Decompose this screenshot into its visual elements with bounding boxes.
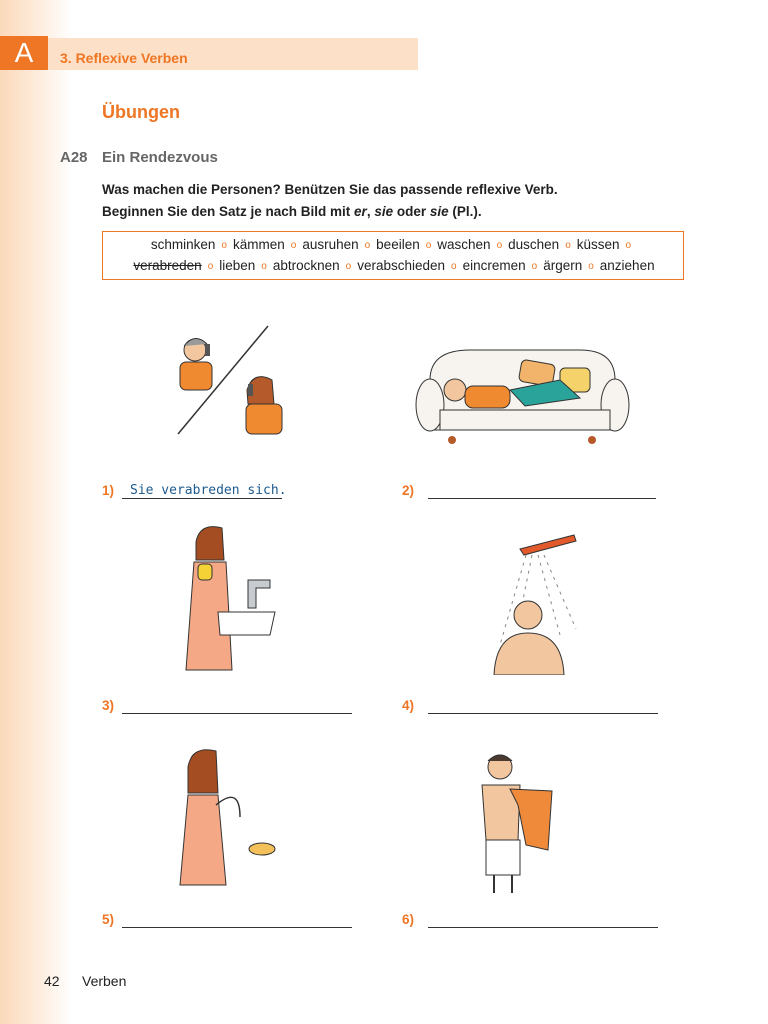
instruction-comma: ,: [366, 204, 375, 219]
item-label-5: 5): [102, 912, 115, 927]
separator-dot: o: [451, 261, 457, 272]
answer-text-1: Sie verabreden sich.: [130, 483, 287, 498]
man-drying-off-illustration: [460, 745, 585, 895]
separator-dot: o: [625, 240, 632, 251]
chapter-marker: A: [0, 36, 48, 70]
man-showering-illustration: [470, 525, 590, 675]
word-box: [102, 231, 684, 280]
answer-line-1[interactable]: [122, 498, 282, 499]
word: kämmen: [232, 237, 285, 252]
footer-section: Verben: [82, 973, 127, 989]
word-row-1: [103, 237, 685, 252]
word-row-2: [103, 258, 685, 273]
exercise-number: A28: [60, 149, 88, 166]
item-label-2: 2): [402, 483, 415, 498]
instruction-line-1: Was machen die Personen? Benützen Sie das passende reflexive Verb.: [102, 182, 558, 197]
word-used: verabreden: [133, 258, 202, 273]
separator-dot: o: [565, 240, 571, 251]
pronoun-sie-plural: sie: [429, 204, 449, 219]
pronoun-er: er: [354, 204, 367, 219]
separator-dot: o: [364, 240, 371, 251]
word: beeilen: [376, 237, 420, 252]
instruction-end: (Pl.).: [448, 204, 482, 219]
section-title: 3. Reflexive Verben: [60, 50, 188, 66]
word: lieben: [219, 258, 256, 273]
answer-line-3[interactable]: [122, 713, 352, 714]
exercise-title: Ein Rendezvous: [102, 149, 218, 166]
page-title: Übungen: [102, 102, 180, 122]
answer-line-4[interactable]: [428, 713, 658, 714]
separator-dot: o: [345, 261, 352, 272]
woman-washing-illustration: [170, 520, 285, 675]
word: ärgern: [543, 258, 583, 273]
word: eincremen: [462, 258, 526, 273]
woman-applying-cream-illustration: [170, 745, 285, 890]
word: anziehen: [599, 258, 655, 273]
man-resting-on-sofa-illustration: [410, 340, 635, 450]
item-label-6: 6): [402, 912, 415, 927]
word: küssen: [576, 237, 620, 252]
instruction-oder: oder: [393, 204, 430, 219]
answer-line-5[interactable]: [122, 927, 352, 928]
separator-dot: o: [531, 261, 538, 272]
item-label-1: 1): [102, 483, 115, 498]
instruction-text: Beginnen Sie den Satz je nach Bild mit: [102, 204, 355, 219]
item-label-3: 3): [102, 698, 115, 713]
word: ausruhen: [302, 237, 359, 252]
pronoun-sie: sie: [374, 204, 394, 219]
word: waschen: [437, 237, 491, 252]
separator-dot: o: [221, 240, 227, 251]
answer-line-6[interactable]: [428, 927, 658, 928]
word: verabschieden: [357, 258, 446, 273]
page-number: 42: [44, 973, 60, 989]
separator-dot: o: [496, 240, 503, 251]
separator-dot: o: [425, 240, 432, 251]
word: abtrocknen: [272, 258, 340, 273]
item-label-4: 4): [402, 698, 415, 713]
separator-dot: o: [261, 261, 267, 272]
separator-dot: o: [588, 261, 594, 272]
word: schminken: [150, 237, 216, 252]
answer-line-2[interactable]: [428, 498, 656, 499]
phone-call-illustration: [150, 320, 290, 440]
instruction-line-2: [102, 204, 482, 219]
separator-dot: o: [207, 261, 214, 272]
word: duschen: [508, 237, 560, 252]
separator-dot: o: [290, 240, 297, 251]
